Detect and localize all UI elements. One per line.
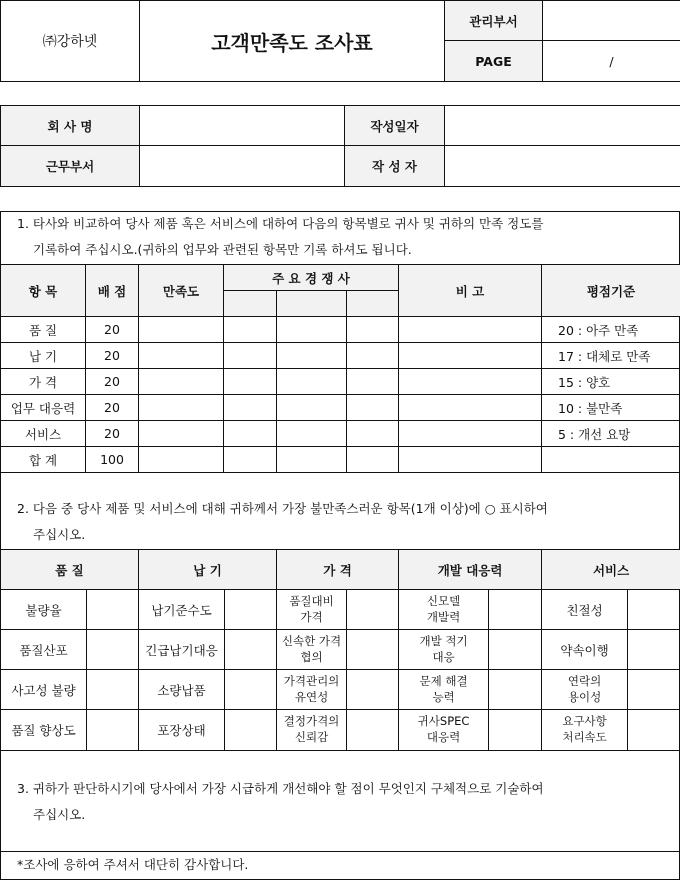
option-label: 포장상태 bbox=[139, 710, 225, 751]
competitor-cell[interactable] bbox=[224, 447, 277, 473]
q1-header-score: 배 점 bbox=[86, 265, 139, 317]
option-label: 소량납품 bbox=[139, 670, 225, 710]
date-label: 작성일자 bbox=[345, 106, 445, 146]
check-cell[interactable] bbox=[225, 590, 277, 630]
competitor-cell[interactable] bbox=[224, 317, 277, 343]
info-table bbox=[0, 105, 680, 187]
check-cell[interactable] bbox=[87, 630, 139, 670]
option-label: 납기준수도 bbox=[139, 590, 225, 630]
satisfaction-cell[interactable] bbox=[139, 343, 224, 369]
option-label: 약속이행 bbox=[542, 630, 628, 670]
option-label: 결정가격의 신뢰감 bbox=[277, 710, 347, 751]
competitor-cell[interactable] bbox=[224, 395, 277, 421]
criteria-cell: 20 : 아주 만족 bbox=[542, 317, 680, 343]
check-cell[interactable] bbox=[347, 590, 399, 630]
footer-divider bbox=[0, 851, 680, 852]
q2-header-price: 가 격 bbox=[277, 550, 399, 590]
competitor-cell[interactable] bbox=[347, 369, 399, 395]
table-row bbox=[1, 421, 680, 447]
competitor-cell[interactable] bbox=[347, 447, 399, 473]
check-cell[interactable] bbox=[489, 630, 542, 670]
competitor-cell[interactable] bbox=[277, 447, 347, 473]
satisfaction-cell[interactable] bbox=[139, 317, 224, 343]
page-title: 고객만족도 조사표 bbox=[140, 1, 445, 82]
option-label: 품질산포 bbox=[1, 630, 87, 670]
competitor-cell[interactable] bbox=[277, 421, 347, 447]
q3-text-line1: 3. 귀하가 판단하시기에 당사에서 가장 시급하게 개선해야 할 점이 무엇인지 구체적으로 기술하여 bbox=[17, 781, 544, 796]
option-label: 신모델 개발력 bbox=[399, 590, 489, 630]
option-label: 품질 향상도 bbox=[1, 710, 87, 751]
row-score: 20 bbox=[86, 343, 139, 369]
check-cell[interactable] bbox=[489, 670, 542, 710]
row-item: 가 격 bbox=[1, 369, 86, 395]
row-score-total: 100 bbox=[86, 447, 139, 473]
criteria-cell: 17 : 대체로 만족 bbox=[542, 343, 680, 369]
q2-header-delivery: 납 기 bbox=[139, 550, 277, 590]
option-label: 요구사항 처리속도 bbox=[542, 710, 628, 751]
criteria-cell bbox=[542, 447, 680, 473]
option-label: 품질대비 가격 bbox=[277, 590, 347, 630]
check-cell[interactable] bbox=[628, 670, 680, 710]
competitor-cell[interactable] bbox=[224, 343, 277, 369]
competitor-cell[interactable] bbox=[347, 421, 399, 447]
check-cell[interactable] bbox=[225, 710, 277, 751]
option-label: 사고성 불량 bbox=[1, 670, 87, 710]
managing-dept-field[interactable] bbox=[543, 1, 680, 41]
note-cell[interactable] bbox=[399, 369, 542, 395]
check-cell[interactable] bbox=[489, 710, 542, 751]
competitor-cell[interactable] bbox=[224, 369, 277, 395]
row-item: 서비스 bbox=[1, 421, 86, 447]
check-cell[interactable] bbox=[87, 710, 139, 751]
competitor-3-header[interactable] bbox=[347, 291, 399, 317]
row-item: 납 기 bbox=[1, 343, 86, 369]
option-label: 가격관리의 유연성 bbox=[277, 670, 347, 710]
criteria-cell: 10 : 불만족 bbox=[542, 395, 680, 421]
satisfaction-cell[interactable] bbox=[139, 421, 224, 447]
table-row bbox=[1, 710, 680, 751]
option-label: 신속한 가격 협의 bbox=[277, 630, 347, 670]
check-cell[interactable] bbox=[347, 630, 399, 670]
row-score: 20 bbox=[86, 317, 139, 343]
row-score: 20 bbox=[86, 421, 139, 447]
q1-header-satisfaction: 만족도 bbox=[139, 265, 224, 317]
competitor-cell[interactable] bbox=[277, 395, 347, 421]
table-row bbox=[1, 447, 680, 473]
check-cell[interactable] bbox=[225, 630, 277, 670]
q1-text-line2: 기록하여 주십시오.(귀하의 업무와 관련된 항목만 기록 하셔도 됩니다. bbox=[33, 242, 412, 257]
criteria-cell: 15 : 양호 bbox=[542, 369, 680, 395]
note-cell[interactable] bbox=[399, 395, 542, 421]
writer-label: 작 성 자 bbox=[345, 146, 445, 187]
table-row bbox=[1, 395, 680, 421]
option-label: 연락의 용이성 bbox=[542, 670, 628, 710]
competitor-cell[interactable] bbox=[347, 343, 399, 369]
option-label: 친절성 bbox=[542, 590, 628, 630]
check-cell[interactable] bbox=[87, 590, 139, 630]
option-label: 문제 해결 능력 bbox=[399, 670, 489, 710]
competitor-cell[interactable] bbox=[347, 317, 399, 343]
table-row bbox=[1, 317, 680, 343]
check-cell[interactable] bbox=[489, 590, 542, 630]
q2-header-quality: 품 질 bbox=[1, 550, 139, 590]
row-item: 업무 대응력 bbox=[1, 395, 86, 421]
table-row bbox=[1, 670, 680, 710]
work-dept-label: 근무부서 bbox=[1, 146, 140, 187]
q1-header-criteria: 평점기준 bbox=[542, 265, 680, 317]
check-cell[interactable] bbox=[87, 670, 139, 710]
company-name-field[interactable] bbox=[140, 106, 345, 146]
q1-rating-table bbox=[0, 264, 680, 473]
check-cell[interactable] bbox=[347, 710, 399, 751]
competitor-cell[interactable] bbox=[224, 421, 277, 447]
check-cell[interactable] bbox=[628, 590, 680, 630]
work-dept-field[interactable] bbox=[140, 146, 345, 187]
page-number-field[interactable]: / bbox=[543, 41, 680, 82]
row-score: 20 bbox=[86, 395, 139, 421]
table-row bbox=[1, 343, 680, 369]
satisfaction-cell[interactable] bbox=[139, 447, 224, 473]
q2-header-development: 개발 대응력 bbox=[399, 550, 542, 590]
q2-text-line2: 주십시오. bbox=[33, 527, 86, 542]
competitor-cell[interactable] bbox=[277, 343, 347, 369]
option-label: 긴급납기대응 bbox=[139, 630, 225, 670]
competitor-cell[interactable] bbox=[277, 369, 347, 395]
row-item-total: 합 계 bbox=[1, 447, 86, 473]
check-cell[interactable] bbox=[628, 630, 680, 670]
satisfaction-cell[interactable] bbox=[139, 395, 224, 421]
check-cell[interactable] bbox=[628, 710, 680, 751]
competitor-cell[interactable] bbox=[277, 317, 347, 343]
option-label: 불량율 bbox=[1, 590, 87, 630]
option-label: 귀사SPEC 대응력 bbox=[399, 710, 489, 751]
page-label: PAGE bbox=[445, 41, 543, 82]
q1-header-item: 항 목 bbox=[1, 265, 86, 317]
q1-text-line1: 1. 타사와 비교하여 당사 제품 혹은 서비스에 대하여 다음의 항목별로 귀사 및 귀하의 만족 정도를 bbox=[17, 216, 544, 231]
q1-header-competitors: 주 요 경 쟁 사 bbox=[224, 265, 399, 291]
check-cell[interactable] bbox=[225, 670, 277, 710]
q1-header-note: 비 고 bbox=[399, 265, 542, 317]
header-table bbox=[0, 0, 680, 82]
company-name-label: 회 사 명 bbox=[1, 106, 140, 146]
q2-text-line1: 2. 다음 중 당사 제품 및 서비스에 대해 귀하께서 가장 불만족스러운 항목(1개 이상)에 ○ 표시하여 bbox=[17, 501, 548, 516]
satisfaction-cell[interactable] bbox=[139, 369, 224, 395]
competitor-2-header[interactable] bbox=[277, 291, 347, 317]
q3-text-line2: 주십시오. bbox=[33, 807, 86, 822]
company-name: ㈜강하넷 bbox=[1, 1, 140, 82]
note-cell[interactable] bbox=[399, 343, 542, 369]
criteria-cell: 5 : 개선 요망 bbox=[542, 421, 680, 447]
note-cell[interactable] bbox=[399, 447, 542, 473]
table-row bbox=[1, 369, 680, 395]
q2-header-service: 서비스 bbox=[542, 550, 680, 590]
date-field[interactable] bbox=[445, 106, 680, 146]
thanks-note: *조사에 응하여 주셔서 대단히 감사합니다. bbox=[17, 857, 249, 872]
row-item: 품 질 bbox=[1, 317, 86, 343]
competitor-1-header[interactable] bbox=[224, 291, 277, 317]
row-score: 20 bbox=[86, 369, 139, 395]
check-cell[interactable] bbox=[347, 670, 399, 710]
writer-field[interactable] bbox=[445, 146, 680, 187]
table-row bbox=[1, 590, 680, 630]
competitor-cell[interactable] bbox=[347, 395, 399, 421]
q2-check-table bbox=[0, 549, 680, 751]
managing-dept-label: 관리부서 bbox=[445, 1, 543, 41]
note-cell[interactable] bbox=[399, 317, 542, 343]
option-label: 개발 적기 대응 bbox=[399, 630, 489, 670]
note-cell[interactable] bbox=[399, 421, 542, 447]
table-row bbox=[1, 630, 680, 670]
